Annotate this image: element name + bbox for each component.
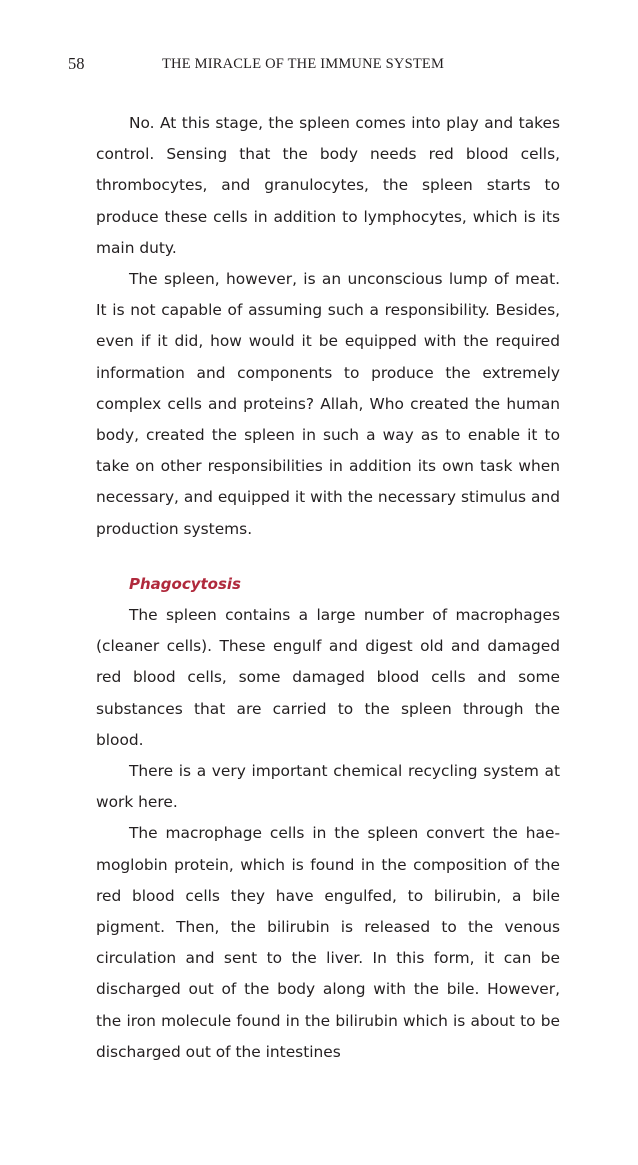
paragraph: The spleen contains a large number of macrophages (cleaner cells). These engulf and digest old and damaged red blood cells, some damaged blood cells and some substances that are carried to the spleen through the blood. [96,606,560,749]
paragraph: No. At this stage, the spleen comes into play and takes control. Sensing that the body needs red blood cells, thrombocytes, and granulocytes, the spleen starts to produce these cells in addition to lymphocytes, which is its main duty. [96,114,560,257]
paragraph: The spleen, however, is an unconscious lump of meat. It is not capable of assuming such a responsibility. Besides, even if it did, how would it be equipped with the required information and components to produce the extremely complex cells and proteins? Allah, Who created the human body, created the spleen in such a way as to enable it to take on other responsibilities in addition its own task when necessary, and equipped it with the necessary stimulus and production systems. [96,270,560,538]
section-heading: Phagocytosis [129,574,241,593]
paragraph: The macrophage cells in the spleen convert the haemoglobin protein, which is found in the composition of the red blood cells they have engulfed, to bilirubin, a bile pigment. Then, the bilirubin is released to the venous circulation and sent to the liver. In this form, it can be discharged out of the body along with the bile. However, the iron molecule found in the bilirubin which is about to be discharged out of the intestines [96,824,560,1061]
paragraph: There is a very important chemical recycling system at work here. [96,762,560,812]
page-number: 58 [68,54,85,73]
running-header [0,52,638,76]
running-title: THE MIRACLE OF THE IMMUNE SYSTEM [162,56,445,72]
body-text [96,108,560,1068]
